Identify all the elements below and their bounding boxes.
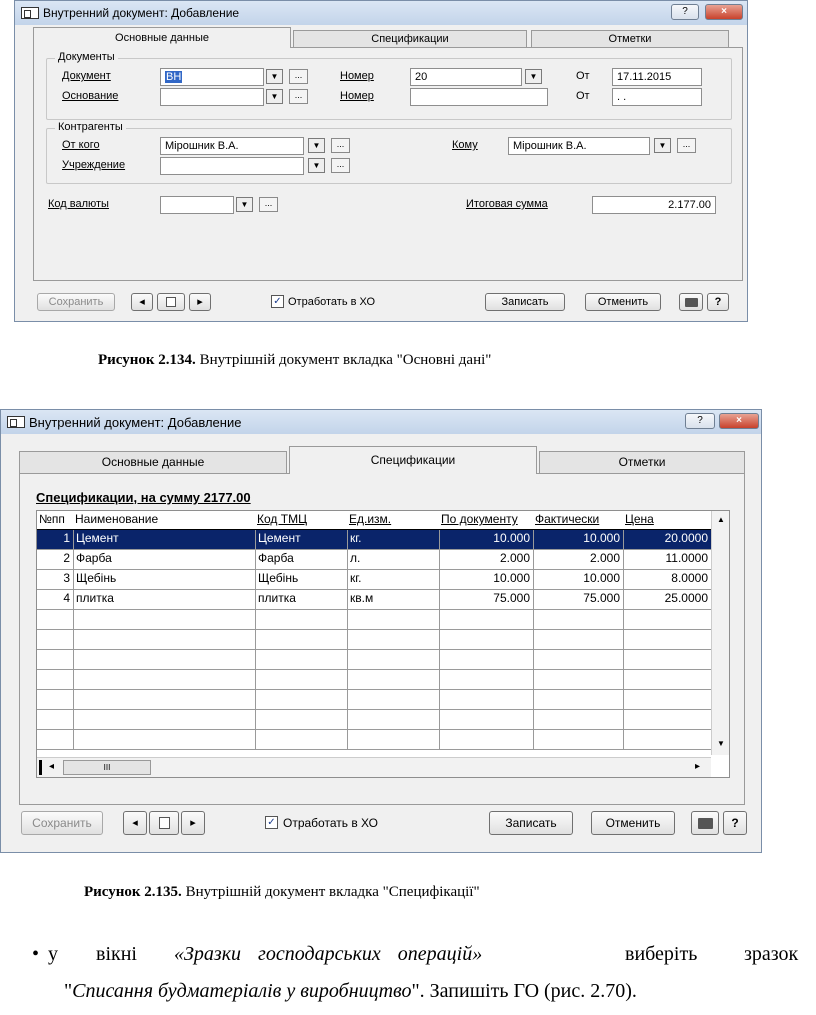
number2-field[interactable] (410, 88, 548, 106)
institution-label: Учреждение (62, 159, 126, 171)
tab-label: Отметки (618, 455, 666, 469)
table-cell[interactable]: кв.м (350, 591, 374, 605)
total-label: Итоговая сумма (466, 198, 548, 210)
scroll-down-icon[interactable]: ▼ (717, 739, 725, 748)
bullet-word-3: виберіть (625, 943, 698, 965)
institution-select-button[interactable]: ... (331, 158, 350, 173)
to-whom-label: Кому (452, 139, 478, 151)
help-button[interactable]: ? (723, 811, 747, 835)
window-title: Внутренний документ: Добавление (29, 414, 242, 430)
currency-dropdown-button[interactable]: ▼ (236, 197, 253, 212)
date-field[interactable]: 17.11.2015 (612, 68, 702, 86)
next-record-button[interactable]: ▸ (189, 293, 211, 311)
copy-icon (159, 817, 170, 829)
bullet-line-2: "Списання будматеріалів у виробництво". Запишіть ГО (рис. 2.70). (64, 980, 637, 1002)
column-header[interactable]: Цена (625, 512, 654, 526)
to-whom-field[interactable]: Мірошник В.А. (508, 137, 650, 155)
tab-label: Спецификации (371, 33, 449, 45)
table-cell[interactable]: плитка (258, 591, 296, 605)
from-whom-label: От кого (62, 139, 100, 151)
bullet-line-1 (32, 943, 812, 966)
post-to-ho-checkbox[interactable]: ✓ (271, 295, 284, 308)
institution-dropdown-button[interactable]: ▼ (308, 158, 325, 173)
vertical-scrollbar[interactable] (711, 511, 729, 755)
horizontal-scrollbar[interactable] (37, 757, 711, 777)
number-label: Номер (340, 70, 374, 82)
total-field[interactable]: 2.177.00 (592, 196, 716, 214)
tab-label: Основные данные (101, 455, 205, 469)
date2-label: От (576, 90, 590, 102)
prev-record-button[interactable]: ◂ (123, 811, 147, 835)
table-cell[interactable]: 10.000 (493, 571, 530, 585)
tab-main-data[interactable] (33, 27, 291, 48)
table-cell[interactable]: Цемент (258, 531, 301, 545)
save-button[interactable]: Сохранить (21, 811, 103, 835)
save-button[interactable]: Сохранить (37, 293, 115, 311)
specifications-panel (19, 473, 745, 805)
scroll-up-icon[interactable]: ▲ (717, 515, 725, 524)
column-header[interactable]: По документу (441, 512, 518, 526)
help-title-button[interactable]: ? (685, 413, 715, 429)
currency-field[interactable] (160, 196, 234, 214)
document-dropdown-button[interactable]: ▼ (266, 69, 283, 84)
table-cell[interactable]: кг. (350, 571, 362, 585)
to-whom-dropdown-button[interactable]: ▼ (654, 138, 671, 153)
title-bar (15, 1, 747, 25)
cancel-button[interactable]: Отменить (591, 811, 675, 835)
bullet-word-2: вікні (96, 943, 137, 965)
from-whom-dropdown-button[interactable]: ▼ (308, 138, 325, 153)
window-title: Внутренний документ: Добавление (43, 6, 240, 20)
table-cell[interactable]: 25.0000 (664, 591, 708, 605)
prev-record-button[interactable]: ◂ (131, 293, 153, 311)
column-header[interactable]: №пп (39, 512, 65, 526)
printer-icon (698, 818, 713, 829)
table-cell[interactable]: 75.000 (583, 591, 620, 605)
figure-caption-2: Рисунок 2.135. Внутрішній документ вкладка "Специфікації" (84, 884, 480, 900)
number2-label: Номер (340, 90, 374, 102)
write-button[interactable]: Записать (485, 293, 565, 311)
table-cell[interactable]: 10.000 (493, 531, 530, 545)
post-to-ho-label: Отработать в ХО (288, 296, 376, 308)
to-whom-select-button[interactable]: ... (677, 138, 696, 153)
help-title-button[interactable]: ? (671, 4, 699, 20)
from-whom-field[interactable]: Мірошник В.А. (160, 137, 304, 155)
table-cell[interactable]: 8.0000 (671, 571, 708, 585)
tab-specifications[interactable] (293, 30, 527, 48)
app-window-icon (7, 416, 25, 428)
table-cell[interactable]: Фарба (258, 551, 294, 565)
close-icon[interactable]: × (719, 413, 759, 429)
bullet-italic-2: Списання будматеріалів у виробництво (72, 980, 412, 1002)
basis-label: Основание (62, 90, 119, 102)
group-contractors-label: Контрагенты (55, 121, 126, 133)
column-header[interactable]: Наименование (75, 512, 159, 526)
document-field[interactable]: ВН (160, 68, 264, 86)
table-cell[interactable]: Цемент (76, 531, 119, 545)
print-button[interactable] (691, 811, 719, 835)
dialog-window-specifications (0, 409, 762, 853)
scroll-right-icon[interactable]: ▸ (695, 761, 701, 772)
table-cell[interactable]: кг. (350, 531, 362, 545)
tab-main-data[interactable] (19, 451, 287, 473)
table-cell[interactable]: Фарба (76, 551, 112, 565)
bullet-italic-1: «Зразки господарських операцій» (174, 943, 483, 965)
cancel-button[interactable]: Отменить (585, 293, 661, 311)
table-cell[interactable]: 1 (63, 531, 70, 545)
number-field[interactable]: 20 (410, 68, 522, 86)
next-record-button[interactable]: ▸ (181, 811, 205, 835)
scroll-left-icon[interactable]: ◂ (49, 761, 55, 772)
table-cell[interactable]: 10.000 (583, 571, 620, 585)
table-cell[interactable]: 2.000 (499, 551, 530, 565)
app-window-icon (21, 7, 39, 19)
print-button[interactable] (679, 293, 703, 311)
tab-specifications[interactable] (289, 446, 537, 474)
table-cell[interactable]: Щебінь (258, 571, 299, 585)
spec-header: Спецификации, на сумму 2177.00 (36, 490, 251, 505)
bullet-mark: • (32, 943, 40, 965)
basis-field[interactable] (160, 88, 264, 106)
institution-field[interactable] (160, 157, 304, 175)
dialog-window-main-data (14, 0, 748, 322)
group-documents-label: Документы (55, 51, 118, 63)
table-cell[interactable]: Щебінь (76, 571, 117, 585)
post-to-ho-label: Отработать в ХО (283, 816, 378, 830)
copy-record-button[interactable] (149, 811, 179, 835)
tab-label: Спецификации (370, 453, 456, 467)
tab-label: Основные данные (115, 32, 209, 44)
column-header[interactable]: Ед.изм. (349, 512, 392, 526)
scroll-thumb[interactable]: III (63, 760, 151, 775)
date-label: От (576, 70, 590, 82)
copy-record-button[interactable] (157, 293, 185, 311)
document-label: Документ (62, 70, 111, 82)
copy-icon (166, 297, 176, 307)
column-header[interactable]: Код ТМЦ (257, 512, 307, 526)
tab-notes[interactable] (531, 30, 729, 48)
table-cell[interactable]: 75.000 (493, 591, 530, 605)
date2-field[interactable]: . . (612, 88, 702, 106)
table-cell[interactable]: 10.000 (583, 531, 620, 545)
from-whom-select-button[interactable]: ... (331, 138, 350, 153)
help-button[interactable]: ? (707, 293, 729, 311)
table-cell[interactable]: 11.0000 (665, 551, 708, 565)
number-spin-button[interactable]: ▼ (525, 69, 542, 84)
close-icon[interactable]: × (705, 4, 743, 20)
spec-grid (36, 510, 730, 778)
title-bar (1, 410, 761, 434)
write-button[interactable]: Записать (489, 811, 573, 835)
table-cell[interactable]: 20.0000 (664, 531, 708, 545)
currency-select-button[interactable]: ... (259, 197, 278, 212)
figure-caption-1: Рисунок 2.134. Внутрішній документ вкладка "Основні дані" (98, 352, 492, 368)
currency-label: Код валюты (48, 198, 109, 210)
main-data-panel (33, 47, 743, 281)
table-cell[interactable]: 3 (63, 571, 70, 585)
table-cell[interactable]: л. (350, 551, 361, 565)
basis-select-button[interactable]: ... (289, 89, 308, 104)
tab-label: Отметки (608, 33, 652, 45)
document-select-button[interactable]: ... (289, 69, 308, 84)
post-to-ho-checkbox[interactable]: ✓ (265, 816, 278, 829)
table-cell[interactable]: 2 (63, 551, 70, 565)
printer-icon (685, 298, 698, 307)
bullet-word-4: зразок (744, 943, 799, 965)
bullet-line-2-rest: ". Запишіть ГО (рис. 2.70). (411, 980, 637, 1002)
table-cell[interactable]: 2.000 (589, 551, 620, 565)
basis-dropdown-button[interactable]: ▼ (266, 89, 283, 104)
row-marker (39, 760, 42, 775)
table-cell[interactable]: плитка (76, 591, 114, 605)
column-header[interactable]: Фактически (535, 512, 600, 526)
bullet-word-1: у (48, 943, 59, 965)
table-cell[interactable]: 4 (63, 591, 70, 605)
tab-notes[interactable] (539, 451, 745, 473)
